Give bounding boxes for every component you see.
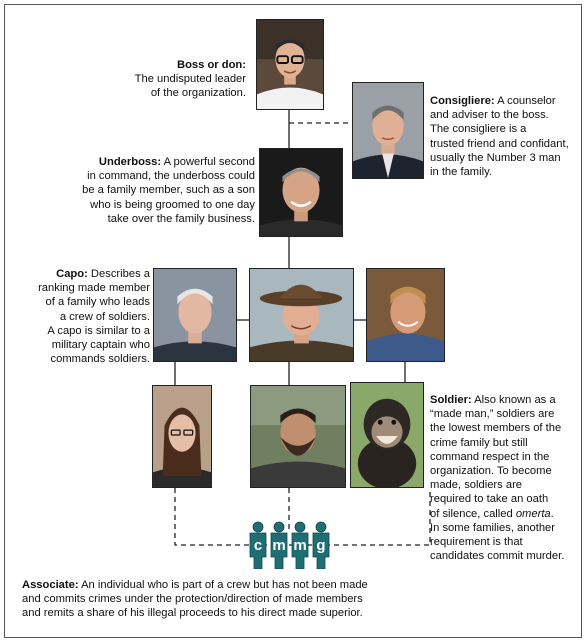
soldier-desc-line: command respect in the xyxy=(430,450,550,463)
soldier-photo-right xyxy=(350,382,424,488)
capo-desc-line: military captain who xyxy=(51,339,150,352)
consigliere-desc-line: usually the Number 3 man xyxy=(430,151,561,164)
soldier-desc-line: Also known as a xyxy=(471,394,556,406)
soldier-desc-line: crime family but still xyxy=(430,436,528,449)
boss-desc-line: The undisputed leader xyxy=(134,73,246,86)
soldier-desc-line: requirement is that xyxy=(430,536,523,549)
associate-letter: g xyxy=(316,537,326,554)
soldier-text xyxy=(430,393,580,563)
consigliere-title: Consigliere: xyxy=(430,95,495,107)
soldier-desc-line: In some families, another xyxy=(430,521,555,534)
capo-photo-left xyxy=(153,268,237,362)
capo-desc-line: a crew of soldiers. xyxy=(59,310,150,323)
soldier-desc-line: candidates commit murder. xyxy=(430,550,565,563)
associate-text xyxy=(22,578,582,621)
capo-desc-line: commands soldiers. xyxy=(50,353,150,366)
underboss-desc-line: take over the family business. xyxy=(107,212,255,225)
soldier-photo-left xyxy=(152,385,212,488)
soldier-title: Soldier: xyxy=(430,394,472,406)
associate-desc-line: An individual who is part of a crew but has not been made xyxy=(78,579,368,591)
boss-desc-line: of the organization. xyxy=(150,87,246,100)
underboss-desc-line: in command, the underboss could xyxy=(87,170,255,183)
consigliere-desc-line: A counselor xyxy=(494,95,556,107)
soldier-omerta-term: omerta xyxy=(515,507,551,520)
associate-title: Associate: xyxy=(22,579,79,591)
underboss-title: Underboss: xyxy=(98,156,162,168)
associate-desc-line: and remits a share of his illegal proceeds to his direct made superior. xyxy=(22,607,363,620)
underboss-text xyxy=(60,155,255,226)
underboss-desc-line: A powerful second xyxy=(161,156,255,168)
associate-desc-line: and commits crimes under the protection/direction of made members xyxy=(22,593,363,606)
soldier-desc-line: required to take an oath xyxy=(430,493,549,506)
capo-photo-right xyxy=(366,268,445,362)
associate-letter: m xyxy=(272,537,286,554)
capo-desc-line: ranking made member xyxy=(38,282,150,295)
consigliere-desc-line: trusted friend and confidant, xyxy=(430,137,569,150)
boss-photo xyxy=(256,19,324,110)
consigliere-photo xyxy=(352,82,424,179)
consigliere-desc-line: and adviser to the boss. xyxy=(430,109,549,122)
soldier-desc-line: of silence, called xyxy=(430,507,516,520)
soldier-desc-line: the lowest members of the xyxy=(430,422,562,435)
underboss-desc-line: be a family member, such as a son xyxy=(82,184,255,197)
associate-letter: m xyxy=(293,537,307,554)
soldier-desc-line: made, soldiers are xyxy=(430,479,523,492)
associate-letter: c xyxy=(253,537,263,554)
soldier-desc-line: . xyxy=(550,507,554,520)
capo-desc-line: Describes a xyxy=(87,268,150,280)
underboss-photo xyxy=(259,148,343,237)
capo-title: Capo: xyxy=(56,268,88,280)
boss-text xyxy=(100,58,246,101)
associate-figures-icon xyxy=(247,521,333,569)
underboss-desc-line: who is being groomed to one day xyxy=(90,198,255,211)
consigliere-desc-line: The consigliere is a xyxy=(430,123,527,136)
soldier-photo-center xyxy=(250,385,346,488)
capo-photo-center xyxy=(249,268,354,362)
soldier-desc-line: organization. To become xyxy=(430,465,552,478)
capo-text xyxy=(20,267,150,366)
soldier-desc-line: “made man,” soldiers are xyxy=(430,408,555,421)
consigliere-text xyxy=(430,94,580,179)
consigliere-desc-line: in the family. xyxy=(430,166,492,179)
capo-desc-line: of a family who leads xyxy=(45,296,150,309)
capo-desc-line: A capo is similar to a xyxy=(47,324,150,337)
boss-title: Boss or don: xyxy=(177,59,246,71)
